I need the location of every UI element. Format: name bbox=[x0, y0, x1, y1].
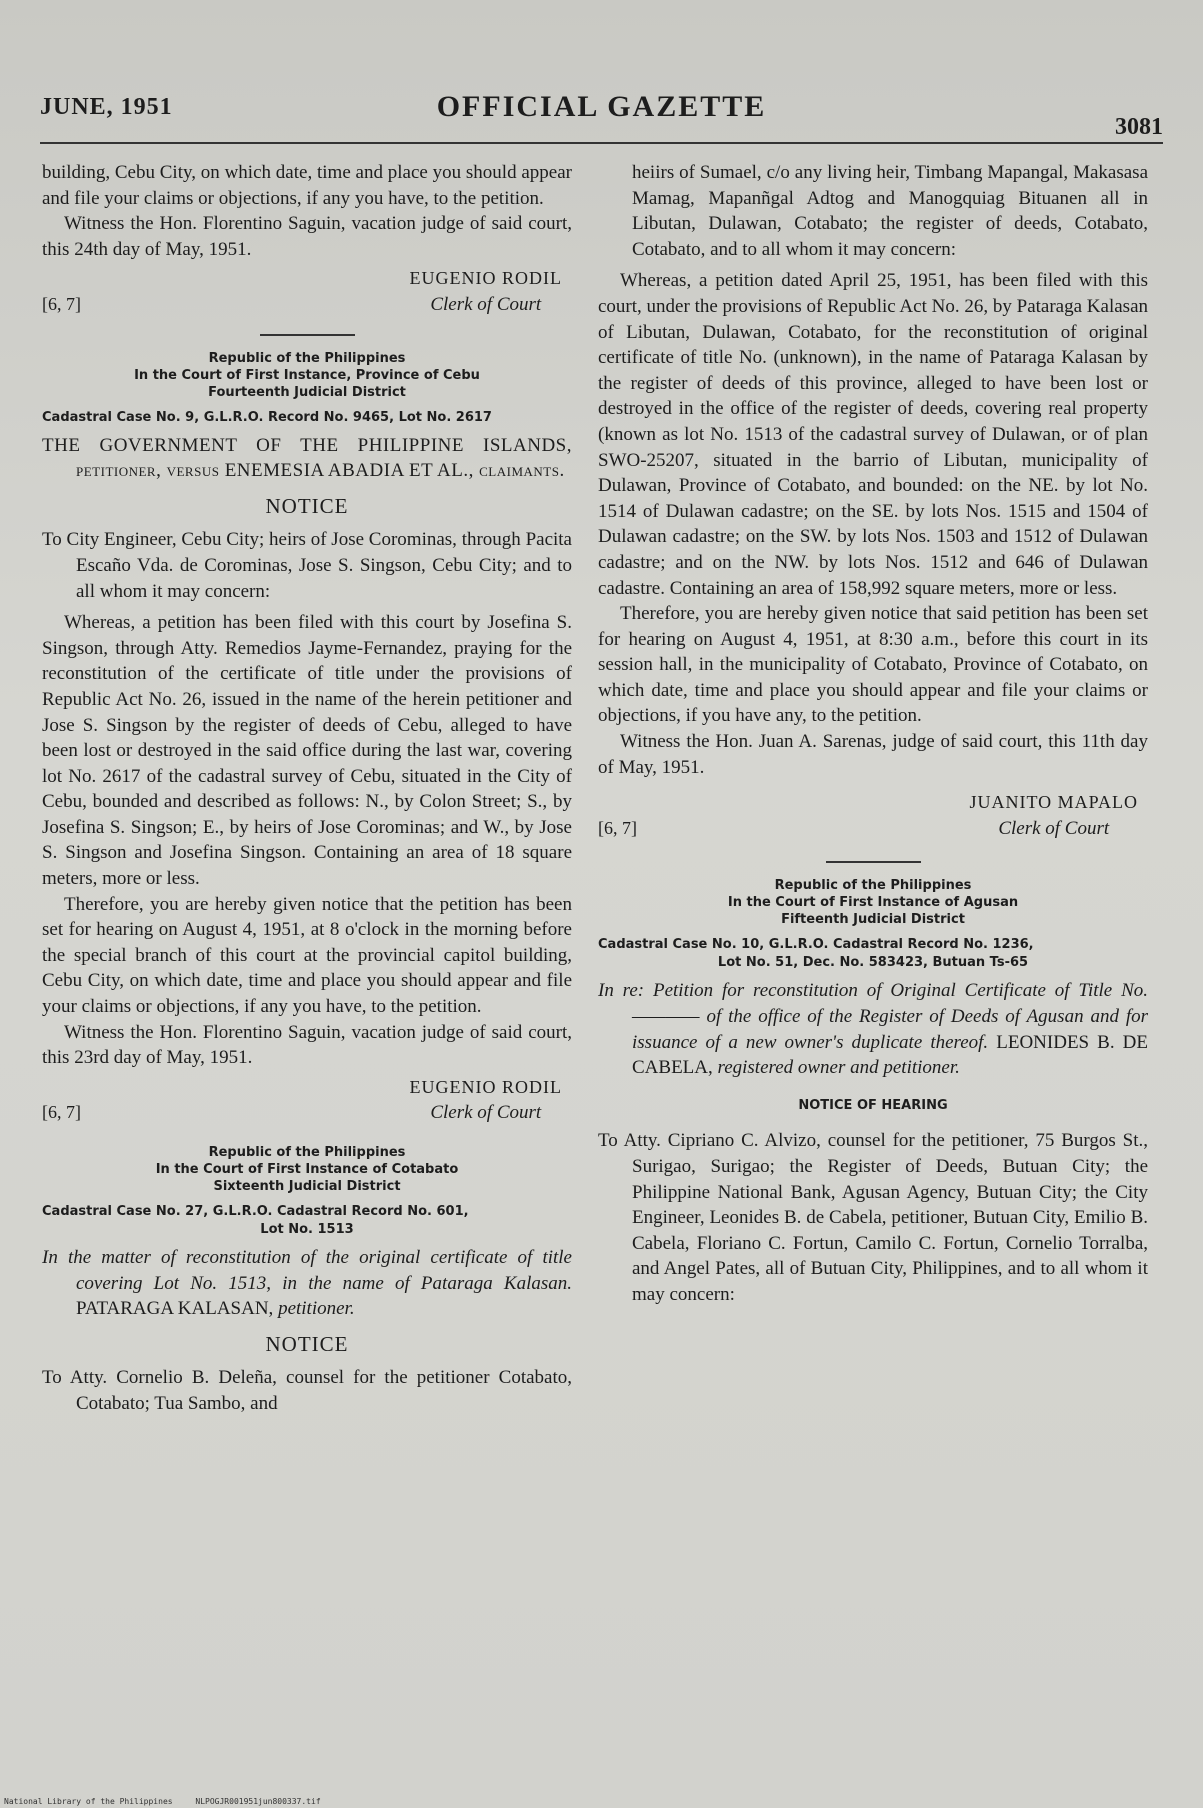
notice-heading-cotabato: NOTICE bbox=[265, 1331, 349, 1356]
page-number: 3081 bbox=[1115, 114, 1163, 140]
left-column bbox=[42, 160, 572, 1417]
file-name: NLPOGJR001951jun800337.tif bbox=[195, 1797, 321, 1806]
notice-heading-agusan: NOTICE OF HEARING bbox=[798, 1097, 948, 1113]
continued-witness: Witness the Hon. Florentino Saguin, vacation judge of said court, this 24th day of May, 1951. bbox=[42, 213, 572, 260]
continued-paragraph: building, Cebu City, on which date, time and place you should appear and file your claims or objections, if any you have, to the petition. bbox=[42, 162, 572, 209]
notice-heading-cebu: NOTICE bbox=[265, 493, 349, 518]
issue-code: [6, 7] bbox=[42, 293, 81, 314]
clerk-name: EUGENIO RODIL bbox=[409, 1076, 562, 1097]
therefore-paragraph-cotabato: Therefore, you are hereby given notice that said petition has been set for hearing on August 4, 1951, at 8:30 a.m., before this court in its session hall, in the municipality of Cotabato, Province of Cotabato, on which date, time and place you should appear and file your claims or objections, if you have any, to the petition. bbox=[598, 603, 1148, 727]
court-heading-cebu: Republic of the Philippines In the Court of First Instance, Province of Cebu Fourteenth Judicial District bbox=[134, 350, 480, 400]
case-caption-agusan: In re: Petition for reconstitution of Original Certificate of Title No. ———— of the office of the Register of Deeds of Agusan and for issuance of a new owner's duplicate thereof. LEONIDES B. DE CABELA, registered owner and petitioner. bbox=[598, 980, 1148, 1079]
notice-addressees-cotabato-cont: heiirs of Sumael, c/o any living heir, Timbang Mapangal, Makasasa Mamag, Mapanñgal Adtog and Manogquiag Bituanen all in Libutan, Dulawan, Cotabato; the register of deeds, Cotabato, Cotabato, and to all whom it may concern: bbox=[632, 162, 1148, 260]
signature-block-2 bbox=[42, 1075, 572, 1126]
case-caption-cebu: THE GOVERNMENT OF THE PHILIPPINE ISLANDS, petitioner, versus ENEMESIA ABADIA ET AL., claimants. bbox=[42, 434, 572, 482]
clerk-title: Clerk of Court bbox=[430, 293, 542, 315]
library-credit: National Library of the Philippines bbox=[4, 1797, 173, 1806]
publication-title: OFFICIAL GAZETTE bbox=[436, 90, 767, 123]
notice-addressees-cotabato-start: To Atty. Cornelio B. Deleña, counsel for the petitioner Cotabato, Cotabato; Tua Sambo, and bbox=[42, 1367, 572, 1414]
right-column bbox=[598, 160, 1148, 1308]
header-rule bbox=[40, 142, 1163, 144]
clerk-name: EUGENIO RODIL bbox=[409, 268, 562, 289]
issue-date: JUNE, 1951 bbox=[40, 94, 173, 120]
signature-block-3 bbox=[598, 790, 1148, 841]
notice-addressees-agusan: To Atty. Cipriano C. Alvizo, counsel for the petitioner, 75 Burgos St., Surigao, Surigao; the Register of Deeds, Butuan City; the Philippine National Bank, Agusan Agency, Butuan City; the City Engineer, Leonides B. de Cabela, petitioner, Butuan City, Emilio B. Cabela, Floriano C. Fortun, Camilo C. Fortun, Cornelio Torralba, and Angel Pates, all of Butuan City, Philippines, and to all whom it may concern: bbox=[598, 1130, 1148, 1305]
clerk-name: JUANITO MAPALO bbox=[969, 792, 1138, 813]
scan-footer bbox=[4, 1797, 339, 1806]
whereas-paragraph-cotabato: Whereas, a petition dated April 25, 1951, has been filed with this court, under the provisions of Republic Act No. 26, by Pataraga Kalasan of Libutan, Dulawan, Cotabato, for the reconstitution of original certificate of title No. (unknown), in the name of Pataraga Kalasan by the register of deeds of this province, alleged to have been lost or destroyed in the office of the register of deeds, covering real property (known as lot No. 1513 of the cadastral survey of Dulawan, or of plan SWO-25207, situated in the barrio of Libutan, municipality of Dulawan, Province of Cotabato, and bounded: on the NE. by lot No. 1514 of Dulawan cadastre; on the SE. by lots Nos. 1515 and 1504 of Dulawan cadastre; on the SW. by lots Nos. 1503 and 1512 of Dulawan cadastre; and on the NW. by lots Nos. 1512 and 646 of Dulawan cadastre. Containing an area of 158,992 square meters, more or less. bbox=[598, 270, 1148, 599]
notice-addressees-cebu: To City Engineer, Cebu City; heirs of Jose Corominas, through Pacita Escaño Vda. de Corominas, Jose S. Singson, Cebu City; and to all whom it may concern: bbox=[42, 529, 572, 602]
section-divider bbox=[260, 334, 355, 336]
signature-block-1 bbox=[42, 266, 572, 317]
witness-paragraph-cebu: Witness the Hon. Florentino Saguin, vacation judge of said court, this 23rd day of May, 1951. bbox=[42, 1021, 572, 1069]
clerk-title: Clerk of Court bbox=[430, 1102, 542, 1124]
court-heading-agusan: Republic of the Philippines In the Court of First Instance of Agusan Fifteenth Judicial District bbox=[727, 878, 1019, 928]
case-caption-cotabato: In the matter of reconstitution of the original certificate of title covering Lot No. 1513, in the name of Pataraga Kalasan. PATARAGA KALASAN, petitioner. bbox=[42, 1247, 572, 1320]
page-header bbox=[40, 88, 1163, 148]
issue-code: [6, 7] bbox=[42, 1102, 81, 1123]
case-number-agusan: Cadastral Case No. 10, G.L.R.O. Cadastral Record No. 1236, Lot No. 51, Dec. No. 583423, Butuan Ts-65 bbox=[598, 937, 1034, 971]
case-number-cebu: Cadastral Case No. 9, G.L.R.O. Record No. 9465, Lot No. 2617 bbox=[42, 409, 492, 425]
court-heading-cotabato: Republic of the Philippines In the Court of First Instance of Cotabato Sixteenth Judicial District bbox=[155, 1145, 459, 1194]
whereas-paragraph-cebu: Whereas, a petition has been filed with this court by Josefina S. Singson, through Atty. Remedios Jayme-Fernandez, praying for the reconstitution of the certificate of title under the provisions of Republic Act No. 26, issued in the name of the herein petitioner and Jose S. Singson by the register of deeds of Cebu, alleged to have been lost or destroyed in the said office during the last war, covering lot No. 2617 of the cadastral survey of Cebu, situated in the City of Cebu, bounded and described as follows: N., by Colon Street; S., by Josefina S. Singson; E., by heirs of Jose Corominas; and W., by Jose S. Singson and Josefina Singson. Containing an area of 18 square meters, more or less. bbox=[42, 612, 572, 890]
case-number-cotabato: Cadastral Case No. 27, G.L.R.O. Cadastral Record No. 601, Lot No. 1513 bbox=[42, 1204, 469, 1237]
section-divider bbox=[826, 861, 921, 863]
clerk-title: Clerk of Court bbox=[998, 817, 1110, 839]
issue-code: [6, 7] bbox=[598, 817, 637, 838]
witness-paragraph-cotabato: Witness the Hon. Juan A. Sarenas, judge of said court, this 11th day of May, 1951. bbox=[598, 731, 1148, 778]
therefore-paragraph-cebu: Therefore, you are hereby given notice that the petition has been set for hearing on August 4, 1951, at 8 o'clock in the morning before the special branch of this court at the provincial capitol building, Cebu City, on which date, time and place you should appear and file your claims or objections, if any you have, to the petition. bbox=[42, 893, 572, 1018]
